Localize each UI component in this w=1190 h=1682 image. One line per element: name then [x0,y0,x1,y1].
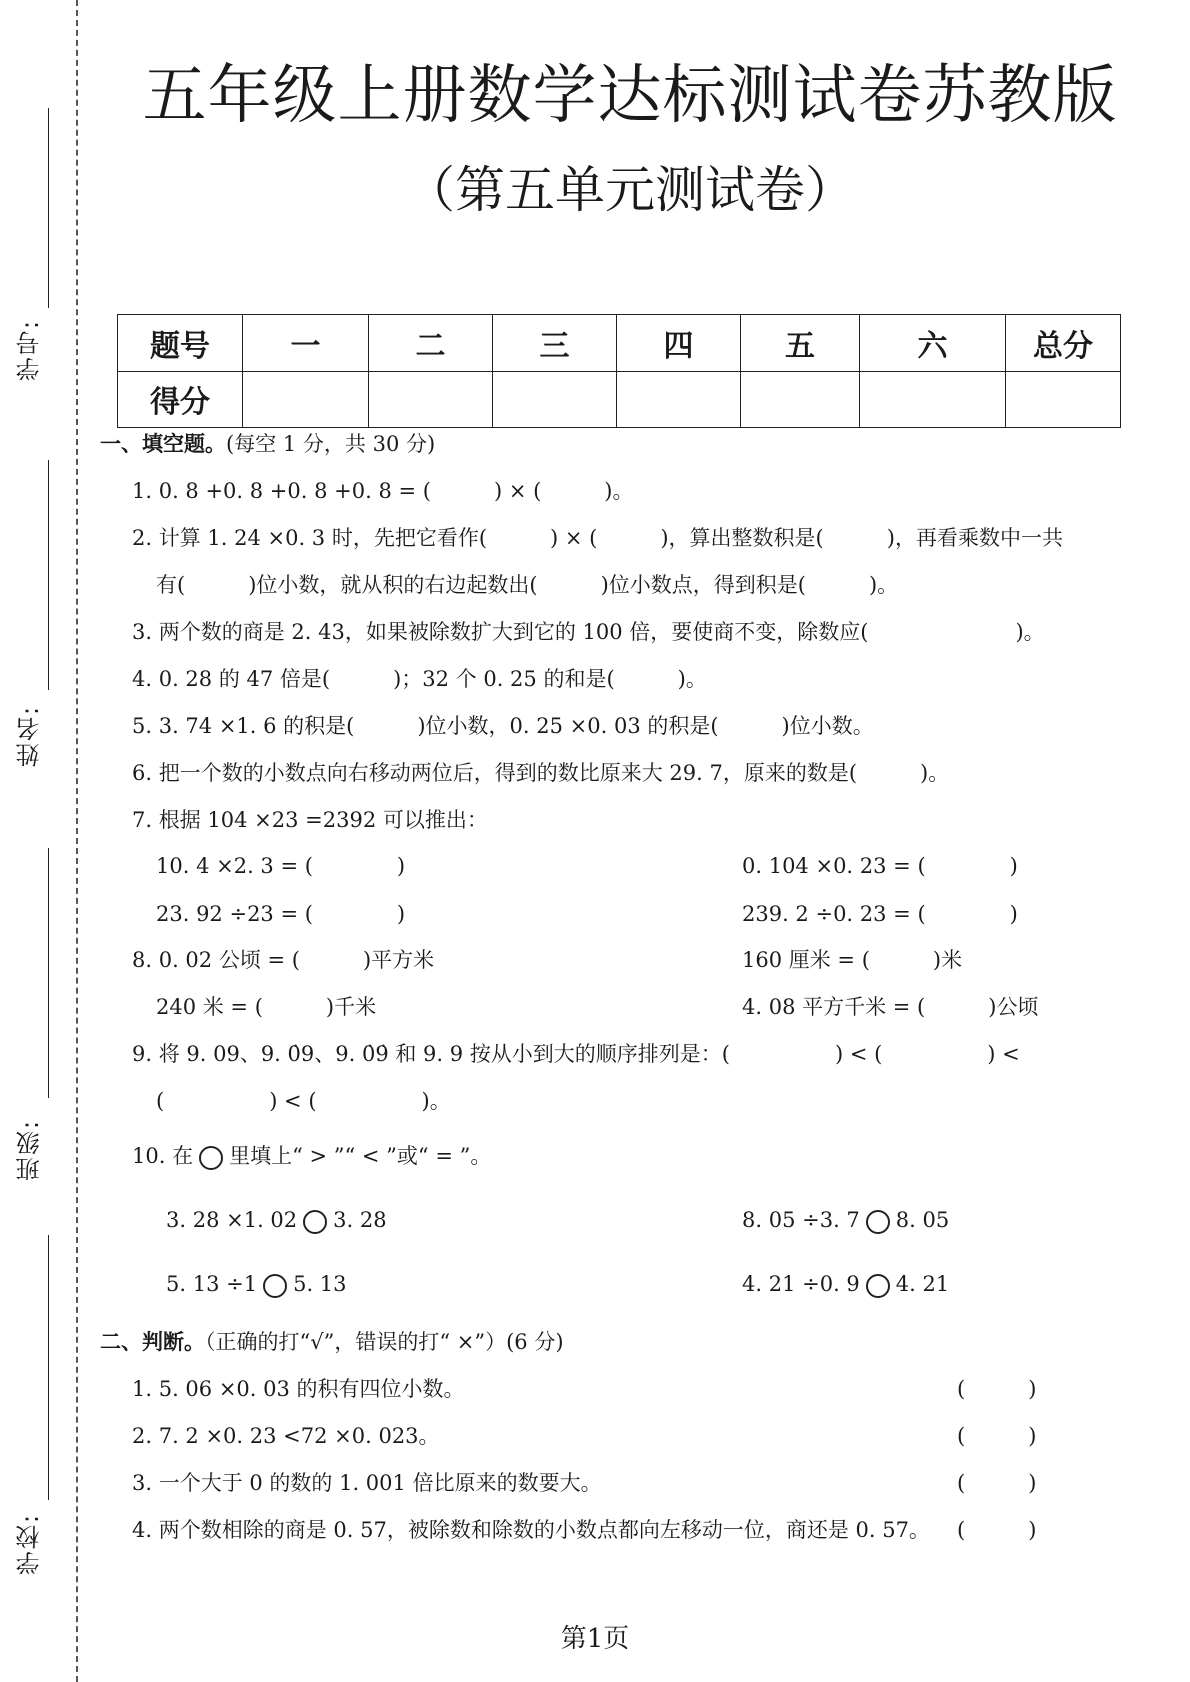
compare-right: 4. 21 [895,1272,950,1296]
question-1-2b: 有( )位小数，就从积的右边起数出( )位小数点，得到积是( )。 [156,573,899,597]
class-label: 班级: [16,1118,44,1182]
question-1-3: 3. 两个数的商是 2. 43，如果被除数扩大到它的 100 倍，要使商不变，除数应( )。 [132,620,1045,644]
question-1-8-item: 240 米 = ( )千米 [156,995,377,1019]
name-label: 姓名: [16,704,44,768]
score-row-label: 得分 [118,371,243,428]
compare-left: 5. 13 ÷1 [166,1272,258,1296]
answer-box[interactable]: ( ) [957,1377,1037,1401]
question-1-8-item: 4. 08 平方千米 = ( )公顷 [742,995,1039,1019]
compare-left: 3. 28 ×1. 02 [166,1208,298,1232]
page-subtitle: （第五单元测试卷） [405,161,855,219]
section1-title: 一、填空题。 [100,432,226,456]
compare-circle-icon[interactable] [866,1274,890,1298]
score-cell[interactable] [243,371,369,428]
question-1-6: 6. 把一个数的小数点向右移动两位后，得到的数比原来大 29. 7，原来的数是( )。 [132,761,950,785]
header-cell: 三 [493,315,617,372]
answer-box[interactable]: ( ) [957,1518,1037,1542]
section1-note: (每空 1 分，共 30 分) [226,432,436,456]
section2-note: （正确的打“√”，错误的打“ ×”）(6 分) [205,1330,564,1354]
school-label: 学校: [16,1512,44,1576]
compare-circle-icon [199,1146,223,1170]
header-cell: 二 [369,315,493,372]
header-cell: 题号 [118,315,243,372]
compare-left: 8. 05 ÷3. 7 [742,1208,860,1232]
page-number: 第1页 [560,1624,630,1654]
school-line [48,1235,49,1500]
question-2-4: 4. 两个数相除的商是 0. 57，被除数和除数的小数点都向左移动一位，商还是 0. 57。 [132,1518,930,1542]
header-cell: 一 [243,315,369,372]
question-1-5: 5. 3. 74 ×1. 6 的积是( )位小数，0. 25 ×0. 03 的积是( )位小数。 [132,714,874,738]
section2-title: 二、判断。 [100,1330,205,1354]
question-1-7-item: 10. 4 ×2. 3 = ( ) [156,854,406,878]
score-cell[interactable] [741,371,860,428]
score-cell[interactable] [1006,371,1121,428]
score-table-header-row [118,315,1121,372]
compare-circle-icon[interactable] [866,1210,890,1234]
question-1-8-item: 160 厘米 = ( )米 [742,948,963,972]
question-1-2a: 2. 计算 1. 24 ×0. 3 时，先把它看作( ) × ( )，算出整数积是( )，再看乘数中一共 [132,526,1063,550]
question-1-7-item: 239. 2 ÷0. 23 = ( ) [742,902,1018,926]
header-cell: 总分 [1006,315,1121,372]
student-id-line [48,108,49,308]
header-cell: 四 [617,315,741,372]
question-1-10-item [166,1270,347,1298]
answer-box[interactable]: ( ) [957,1471,1037,1495]
question-1-7-item: 23. 92 ÷23 = ( ) [156,902,406,926]
question-1-10-post: 里填上“ > ”“ < ”或“ = ”。 [229,1144,492,1168]
question-1-10-item [742,1270,949,1298]
question-1-9a: 9. 将 9. 09、9. 0̇9、9. 0̇9̇ 和 9. 9 按从小到大的顺序排列是：( ) < ( ) < [132,1042,1020,1066]
question-1-7: 7. 根据 104 ×23 =2392 可以推出： [132,808,488,832]
question-1-7-item: 0. 104 ×0. 23 = ( ) [742,854,1018,878]
cut-line [76,0,78,1682]
question-1-10 [132,1142,491,1170]
header-cell: 六 [860,315,1006,372]
question-2-2: 2. 7. 2 ×0. 23 <72 ×0. 023。 [132,1424,440,1448]
question-2-3: 3. 一个大于 0 的数的 1. 001 倍比原来的数要大。 [132,1471,602,1495]
name-line [48,460,49,690]
student-id-label: 学号: [16,318,44,382]
header-cell: 五 [741,315,860,372]
compare-right: 5. 13 [293,1272,347,1296]
score-table [117,314,1121,428]
score-table-score-row [118,371,1121,428]
question-1-9b: ( ) < ( )。 [156,1089,451,1113]
score-cell[interactable] [493,371,617,428]
question-1-1: 1. 0. 8 +0. 8 +0. 8 +0. 8 = ( ) × ( )。 [132,479,634,503]
compare-circle-icon[interactable] [263,1274,287,1298]
score-cell[interactable] [617,371,741,428]
section1-heading [100,430,435,458]
question-1-8-item: 8. 0. 02 公顷 = ( )平方米 [132,948,435,972]
compare-circle-icon[interactable] [303,1210,327,1234]
question-1-10-item [166,1206,387,1234]
answer-box[interactable]: ( ) [957,1424,1037,1448]
compare-right: 3. 28 [333,1208,387,1232]
question-1-10-item [742,1206,949,1234]
compare-right: 8. 05 [895,1208,950,1232]
score-cell[interactable] [369,371,493,428]
page-title: 五年级上册数学达标测试卷苏教版 [142,59,1118,133]
score-cell[interactable] [860,371,1006,428]
question-1-4: 4. 0. 28 的 47 倍是( )；32 个 0. 25 的和是( )。 [132,667,707,691]
compare-left: 4. 21 ÷0. 9 [742,1272,860,1296]
section2-heading [100,1328,564,1356]
class-line [48,848,49,1098]
question-2-1: 1. 5. 06 ×0. 03 的积有四位小数。 [132,1377,465,1401]
question-1-10-pre: 10. 在 [132,1144,194,1168]
